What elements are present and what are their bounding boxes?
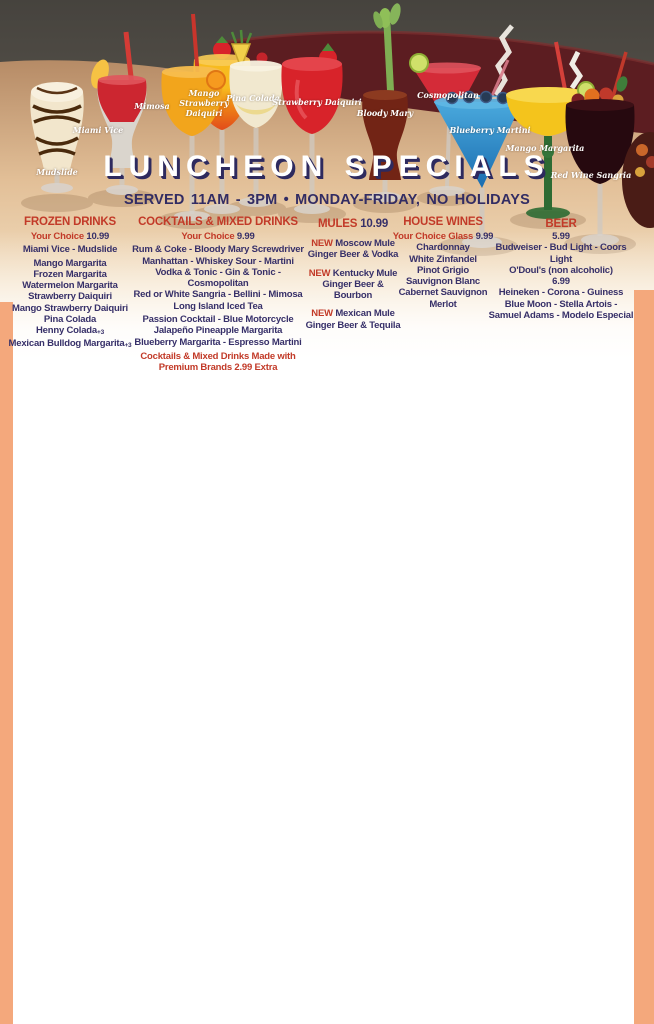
section-heading: MULES 10.99: [317, 218, 389, 230]
choice-price-line: [391, 231, 495, 242]
menu-item: Blue Moon - Stella Artois -: [504, 298, 618, 310]
drink-label-mango-strawberry-daiquiri: Mango Strawberry Daiquiri: [179, 88, 229, 118]
new-badge: NEW: [311, 238, 333, 249]
drink-label-pina-colada: Pina Colada: [226, 93, 280, 103]
new-badge: NEW: [308, 267, 331, 279]
mule-item: NEW Kentucky Mule Ginger Beer & Bourbon: [308, 267, 398, 302]
menu-item: Long Island Iced Tea: [173, 300, 263, 312]
menu-item: O'Doul's (non alcoholic): [509, 264, 613, 276]
menu-item: Mango Margarita: [33, 257, 107, 269]
left-border-strip: [0, 302, 13, 1024]
price: 9.99: [236, 231, 255, 242]
menu-item: Sauvignon Blanc: [405, 276, 481, 288]
section-heading: FROZEN DRINKS: [24, 216, 116, 228]
section-frozen-drinks: [4, 216, 136, 350]
drink-label-cosmopolitan: Cosmopolitan: [417, 90, 479, 100]
price: 10.99: [86, 231, 110, 242]
page-title: LUNCHEON SPECIALS: [103, 150, 551, 183]
choice-price-line: [130, 231, 306, 242]
drink-label-red-wine-sangria: Red Wine Sangria: [550, 170, 632, 180]
menu-item: Budweiser - Bud Light - Coors Light: [495, 242, 627, 265]
mule-item: NEW Mexican Mule Ginger Beer & Tequila: [305, 308, 401, 331]
menu-item: Frozen Margarita: [33, 268, 107, 280]
menu-item: Pina Colada: [43, 314, 97, 326]
section-heading: COCKTAILS & MIXED DRINKS: [138, 216, 298, 228]
section-mules: [303, 218, 403, 331]
choice-label: Your Choice: [181, 231, 235, 242]
menu-item: Cabernet Sauvignon: [398, 287, 488, 299]
menu-item: Strawberry Daiquiri: [28, 291, 112, 303]
menu-item: Jalapeño Pineapple Margarita: [153, 325, 283, 337]
menu-item: Mango Strawberry Daiquiri: [12, 302, 128, 314]
menu-item: White Zinfandel: [409, 253, 477, 265]
menu-item: Mexican Bulldog Margarita$^{+3}$: [8, 337, 132, 349]
premium-brands-note: Cocktails & Mixed Drinks Made with Premium Brands 2.99 Extra: [140, 350, 296, 374]
section-beer: [486, 218, 636, 321]
drink-label-miami-vice: Miami Vice: [72, 125, 124, 135]
drink-menu: [0, 0, 654, 374]
menu-item: Blueberry Margarita - Espresso Martini: [134, 336, 302, 348]
section-cocktails: [130, 216, 306, 374]
drink-label-strawberry-daiquiri: Strawberry Daiquiri: [272, 97, 362, 107]
new-badge: NEW: [311, 308, 333, 320]
menu-item: Chardonnay: [416, 242, 470, 254]
choice-price-line: [4, 231, 136, 242]
choice-label: Your Choice: [30, 231, 84, 242]
menu-item: Passion Cocktail - Blue Motorcycle: [142, 314, 294, 326]
section-heading: HOUSE WINES: [403, 216, 483, 228]
drink-label-mudslide: Mudslide: [36, 167, 78, 177]
price: 9.99: [475, 231, 494, 242]
price: 10.99: [360, 218, 389, 230]
choice-label: Your Choice Glass: [392, 231, 474, 242]
drink-label-mimosa: Mimosa: [134, 101, 170, 111]
mule-item: NEW Moscow Mule Ginger Beer & Vodka: [307, 238, 399, 261]
drink-label-bloody-mary: Bloody Mary: [356, 108, 414, 118]
menu-item: Pinot Grigio: [417, 264, 469, 276]
upcharge: +3: [96, 329, 104, 337]
menu-item: Manhattan - Whiskey Sour - Martini: [142, 255, 294, 267]
menu-item: Merlot: [429, 298, 457, 310]
menu-item: Henny Colada$^{+3}$: [36, 325, 104, 337]
price: 6.99: [552, 276, 570, 288]
drink-label-mango-margarita: Mango Margarita: [505, 143, 585, 153]
served-hours-subtitle: SERVED 11AM - 3PM • MONDAY-FRIDAY, NO HOLIDAYS: [124, 192, 530, 208]
upcharge: +3: [124, 341, 132, 349]
section-house-wines: [391, 216, 495, 310]
menu-item: Vodka & Tonic - Gin & Tonic - Cosmopolitan: [155, 266, 281, 290]
menu-item: Heineken - Corona - Guiness: [498, 287, 624, 299]
menu-item: Rum & Coke - Bloody Mary Screwdriver: [132, 244, 304, 256]
menu-item: Red or White Sangria - Bellini - Mimosa: [133, 289, 303, 301]
menu-item: Watermelon Margarita: [22, 280, 118, 292]
drink-label-blueberry-martini: Blueberry Martini: [449, 125, 531, 135]
menu-item: Samuel Adams - Modelo Especial: [488, 310, 634, 322]
price: 5.99: [552, 231, 570, 242]
section-heading: BEER: [545, 218, 577, 230]
menu-item: Miami Vice - Mudslide: [22, 244, 118, 256]
right-border-strip: [634, 290, 654, 1024]
